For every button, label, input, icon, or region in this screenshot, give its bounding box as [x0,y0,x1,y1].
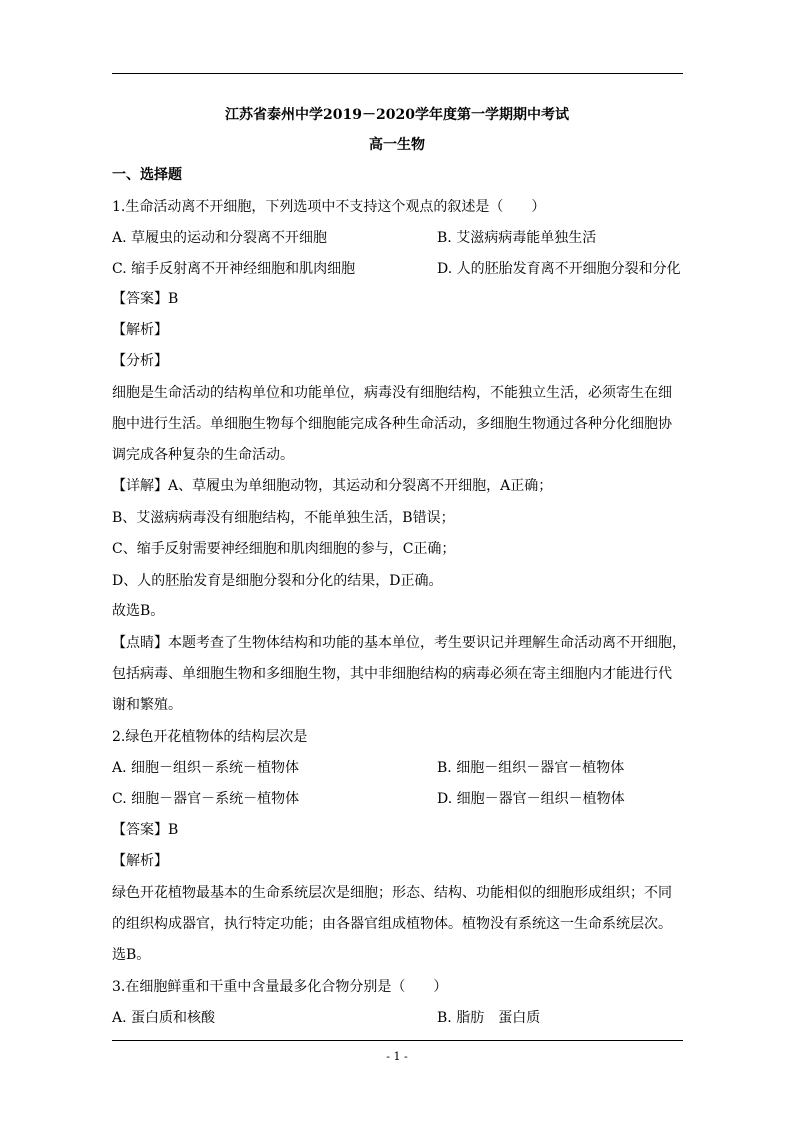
question-3-option-a: A. 蛋白质和核酸 [112,1010,216,1026]
question-3-stem: 3.在细胞鲜重和干重中含量最多化合物分别是（ ） [112,979,448,995]
question-2-stem: 2.绿色开花植物体的结构层次是 [112,729,308,745]
question-2-option-c: C. 细胞－器官－系统－植物体 [112,791,300,807]
question-1-note-line: 【点睛】本题考查了生物体结构和功能的基本单位，考生要识记并理解生命活动离不开细胞， [112,635,686,651]
question-1-option-c: C. 缩手反射离不开神经细胞和肌肉细胞 [112,261,356,277]
question-3-option-b: B. 脂肪 蛋白质 [437,1010,541,1026]
question-2-analysis-line: 绿色开花植物最基本的生命系统层次是细胞；形态、结构、功能相似的细胞形成组织；不同 [112,885,672,901]
bottom-rule [112,1040,683,1041]
question-1-detail-line: 故选B。 [112,603,165,619]
question-1-detail-line: B、艾滋病病毒没有细胞结构，不能单独生活，B错误； [112,510,455,526]
document-subtitle: 高一生物 [369,137,425,153]
question-2-option-d: D. 细胞－器官－组织－植物体 [437,791,625,807]
question-1-option-d: D. 人的胚胎发育离不开细胞分裂和分化 [437,261,681,277]
question-1-detail-line: C、缩手反射需要神经细胞和肌肉细胞的参与，C正确； [112,541,456,557]
question-1-fenxi-label: 【分析】 [112,353,168,369]
question-2-analysis-line: 选B。 [112,947,151,963]
question-1-note-line: 谢和繁殖。 [112,697,182,713]
question-2-option-a: A. 细胞－组织－系统－植物体 [112,760,300,776]
question-1-analysis-label: 【解析】 [112,322,168,338]
question-2-analysis-line: 的组织构成器官，执行特定功能；由各器官组成植物体。植物没有系统这一生命系统层次。 [112,916,672,932]
question-1-option-a: A. 草履虫的运动和分裂离不开细胞 [112,230,328,246]
question-1-stem: 1.生命活动离不开细胞，下列选项中不支持这个观点的叙述是（ ） [112,199,546,215]
question-2-analysis-label: 【解析】 [112,853,168,869]
question-2-answer: 【答案】B [112,822,179,838]
question-1-note-line: 包括病毒、单细胞生物和多细胞生物，其中非细胞结构的病毒必须在寄主细胞内才能进行代 [112,666,672,682]
question-1-detail-line: 【详解】A、草履虫为单细胞动物，其运动和分裂离不开细胞，A正确； [112,478,553,494]
section-heading: 一、选择题 [112,167,182,183]
question-1-detail-line: D、人的胚胎发育是细胞分裂和分化的结果，D正确。 [112,573,443,589]
question-1-fenxi-line: 胞中进行生活。单细胞生物每个细胞能完成各种生命活动，多细胞生物通过各种分化细胞协 [112,416,672,432]
page-number: - 1 - [386,1050,408,1063]
question-2-option-b: B. 细胞－组织－器官－植物体 [437,760,625,776]
question-1-fenxi-line: 调完成各种复杂的生命活动。 [112,447,294,463]
top-rule [112,73,683,74]
question-1-answer: 【答案】B [112,291,179,307]
question-1-fenxi-line: 细胞是生命活动的结构单位和功能单位，病毒没有细胞结构，不能独立生活，必须寄生在细 [112,385,672,401]
question-1-option-b: B. 艾滋病病毒能单独生活 [437,230,597,246]
document-title: 江苏省泰州中学2019－2020学年度第一学期期中考试 [225,107,569,123]
